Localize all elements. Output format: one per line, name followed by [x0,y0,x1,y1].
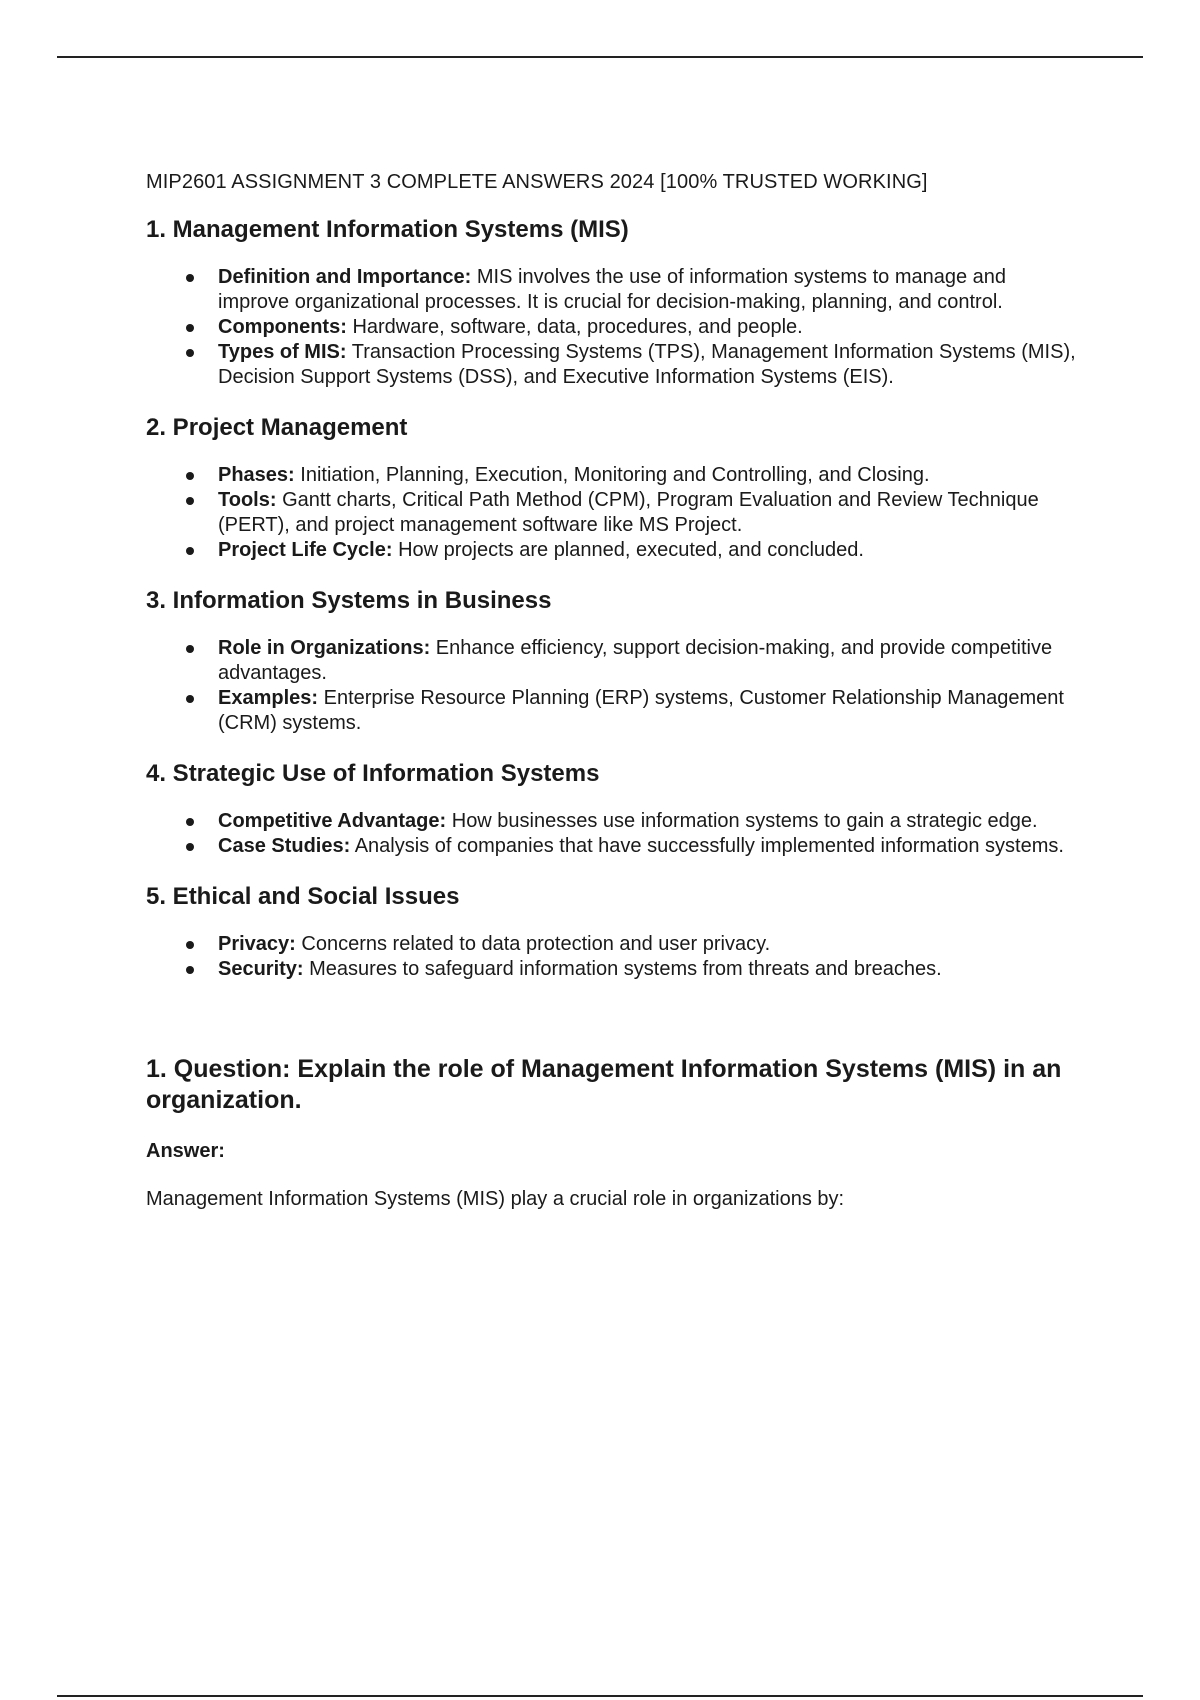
item-label: Case Studies: [218,835,351,857]
section-mis [146,214,1076,390]
item-text: How businesses use information systems to gain a strategic edge. [446,810,1038,832]
question-block [146,1054,1076,1212]
item-label: Examples: [218,687,319,709]
list-item [146,809,1076,834]
document-body [146,168,1076,1212]
bullet-icon [186,547,194,555]
bullet-list [146,265,1076,390]
item-label: Types of MIS: [218,341,347,363]
item-text: Hardware, software, data, procedures, and people. [346,316,803,338]
answer-text: Management Information Systems (MIS) play a crucial role in organizations by: [146,1188,845,1210]
question-heading: 1. Question: Explain the role of Management Information Systems (MIS) in an organization. [146,1055,1062,1114]
section-heading: 4. Strategic Use of Information Systems [146,760,600,787]
item-text: Measures to safeguard information systems from threats and breaches. [303,958,942,980]
item-text: Enterprise Resource Planning (ERP) systems, Customer Relationship Management (CRM) systems. [218,687,1064,734]
item-label: Role in Organizations: [218,637,431,659]
item-text: MIS involves the use of information systems to manage and improve organizational processes. It is crucial for decision-making, planning, and control. [218,266,1007,313]
list-item [146,636,1076,686]
section-project-management [146,412,1076,563]
bullet-icon [186,349,194,357]
section-strategic-use [146,758,1076,859]
section-is-in-business [146,585,1076,736]
section-heading: 3. Information Systems in Business [146,587,552,614]
section-heading: 2. Project Management [146,414,408,441]
list-item [146,315,1076,340]
section-spacer [146,1004,1076,1054]
item-label: Phases: [218,464,295,486]
bottom-rule [57,1695,1143,1697]
item-text: Concerns related to data protection and user privacy. [295,933,771,955]
bullet-icon [186,966,194,974]
bullet-icon [186,818,194,826]
item-label: Components: [218,316,347,338]
item-label: Security: [218,958,304,980]
bullet-list [146,932,1076,982]
item-text: Analysis of companies that have successfully implemented information systems. [350,835,1064,857]
list-item [146,957,1076,982]
bullet-icon [186,274,194,282]
item-text: Enhance efficiency, support decision-making, and provide competitive advantages. [218,637,1053,684]
list-item [146,488,1076,538]
item-label: Competitive Advantage: [218,810,447,832]
bullet-list [146,636,1076,736]
bullet-icon [186,941,194,949]
top-rule [57,56,1143,58]
item-label: Tools: [218,489,277,511]
item-label: Privacy: [218,933,296,955]
bullet-icon [186,497,194,505]
section-heading: 1. Management Information Systems (MIS) [146,216,629,243]
answer-label: Answer: [146,1140,225,1162]
list-item [146,834,1076,859]
bullet-icon [186,645,194,653]
bullet-icon [186,843,194,851]
bullet-list [146,463,1076,563]
document-title: MIP2601 ASSIGNMENT 3 COMPLETE ANSWERS 2024 [100% TRUSTED WORKING] [146,171,928,193]
list-item [146,932,1076,957]
list-item [146,463,1076,488]
item-label: Project Life Cycle: [218,539,393,561]
section-ethical-social [146,881,1076,982]
item-text: Initiation, Planning, Execution, Monitoring and Controlling, and Closing. [294,464,930,486]
section-heading: 5. Ethical and Social Issues [146,883,460,910]
bullet-list [146,809,1076,859]
list-item [146,340,1076,390]
bullet-icon [186,695,194,703]
list-item [146,265,1076,315]
item-label: Definition and Importance: [218,266,472,288]
bullet-icon [186,472,194,480]
list-item [146,538,1076,563]
item-text: Gantt charts, Critical Path Method (CPM), Program Evaluation and Review Technique (PERT), and project management software like MS Project. [218,489,1039,536]
item-text: Transaction Processing Systems (TPS), Management Information Systems (MIS), Decision Support Systems (DSS), and Executive Information Systems (EIS). [218,341,1076,388]
item-text: How projects are planned, executed, and concluded. [392,539,864,561]
list-item [146,686,1076,736]
bullet-icon [186,324,194,332]
